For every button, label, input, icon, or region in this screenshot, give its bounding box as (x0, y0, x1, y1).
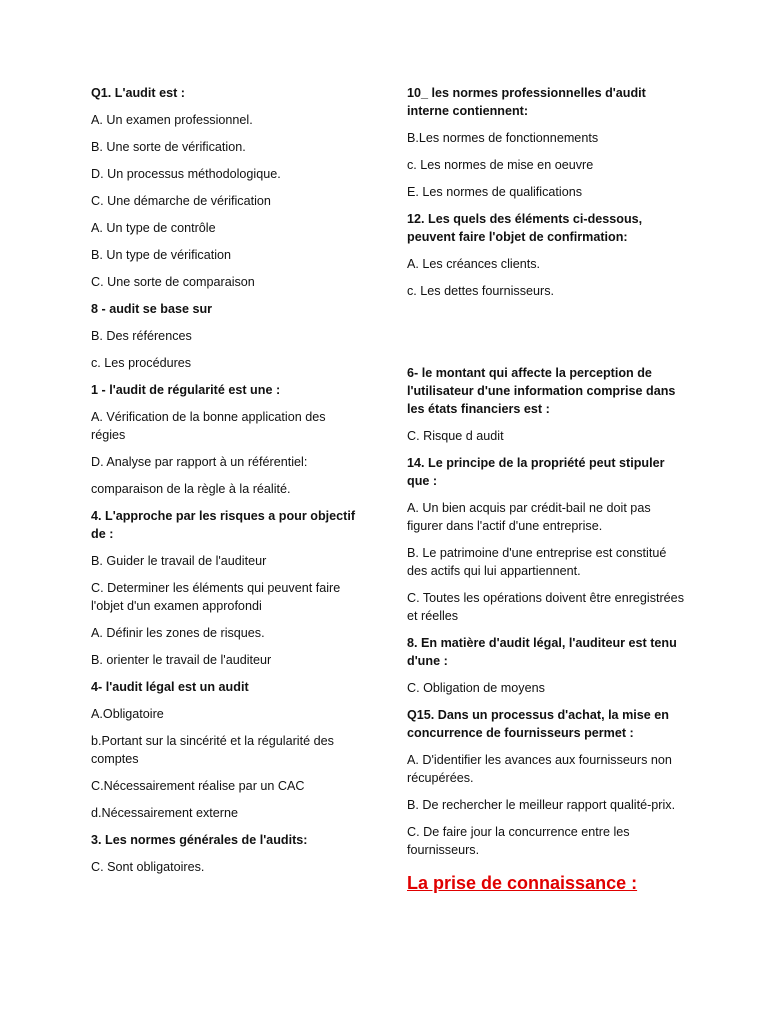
question-line: Q15. Dans un processus d'achat, la mise en concurrence de fournisseurs permet : (407, 708, 669, 740)
answer-line: B. Guider le travail de l'auditeur (91, 554, 267, 568)
question-line: 14. Le principe de la propriété peut stipuler que : (407, 456, 665, 488)
answer-line: C. Une démarche de vérification (91, 194, 271, 208)
answer-line: C.Nécessairement réalise par un CAC (91, 779, 305, 793)
question-line: 3. Les normes générales de l'audits: (91, 833, 308, 847)
answer-line: D. Un processus méthodologique. (91, 167, 281, 181)
right-column-top (407, 84, 687, 300)
answer-line: C. Determiner les éléments qui peuvent faire l'objet d'un examen approfondi (91, 581, 341, 613)
answer-line: B. De rechercher le meilleur rapport qualité-prix. (407, 798, 676, 812)
question-line: Q1. L'audit est : (91, 86, 185, 100)
answer-line: D. Analyse par rapport à un référentiel: (91, 455, 308, 469)
answer-line: A. Un bien acquis par crédit-bail ne doit pas figurer dans l'actif d'une entreprise. (407, 501, 651, 533)
answer-line: B. Le patrimoine d'une entreprise est constitué des actifs qui lui appartiennent. (407, 546, 667, 578)
blank-gap (407, 309, 687, 364)
section-title: La prise de connaissance : (407, 873, 638, 893)
question-line: 1 - l'audit de régularité est une : (91, 383, 281, 397)
answer-line: A. Un examen professionnel. (91, 113, 253, 127)
answer-line: C. Une sorte de comparaison (91, 275, 255, 289)
answer-line: B. orienter le travail de l'auditeur (91, 653, 272, 667)
answer-line: B. Des références (91, 329, 192, 343)
answer-line: A.Obligatoire (91, 707, 164, 721)
answer-line: C. Toutes les opérations doivent être enregistrées et réelles (407, 591, 684, 623)
question-line: 4. L'approche par les risques a pour objectif de : (91, 509, 356, 541)
answer-line: C. Sont obligatoires. (91, 860, 205, 874)
answer-line: B. Un type de vérification (91, 248, 232, 262)
answer-line: A. Vérification de la bonne application des régies (91, 410, 326, 442)
answer-line: B. Une sorte de vérification. (91, 140, 246, 154)
answer-line: C. Risque d audit (407, 429, 504, 443)
right-column (407, 84, 687, 895)
answer-line: d.Nécessairement externe (91, 806, 238, 820)
answer-line: c. Les normes de mise en oeuvre (407, 158, 594, 172)
question-line: 4- l'audit légal est un audit (91, 680, 249, 694)
answer-line: B.Les normes de fonctionnements (407, 131, 599, 145)
question-line: 10_ les normes professionnelles d'audit interne contiennent: (407, 86, 646, 118)
answer-line: c. Les dettes fournisseurs. (407, 284, 554, 298)
question-line: 8. En matière d'audit légal, l'auditeur est tenu d'une : (407, 636, 677, 668)
answer-line: A. Définir les zones de risques. (91, 626, 265, 640)
answer-line: comparaison de la règle à la réalité. (91, 482, 291, 496)
answer-line: C. Obligation de moyens (407, 681, 545, 695)
question-line: 8 - audit se base sur (91, 302, 213, 316)
answer-line: A. Les créances clients. (407, 257, 540, 271)
answer-line: b.Portant sur la sincérité et la régularité des comptes (91, 734, 334, 766)
left-column (91, 84, 359, 885)
answer-line: C. De faire jour la concurrence entre les fournisseurs. (407, 825, 630, 857)
question-line: 12. Les quels des éléments ci-dessous, peuvent faire l'objet de confirmation: (407, 212, 643, 244)
right-column-bottom (407, 364, 687, 859)
answer-line: A. Un type de contrôle (91, 221, 216, 235)
answer-line: E. Les normes de qualifications (407, 185, 583, 199)
answer-line: c. Les procédures (91, 356, 192, 370)
question-line: 6- le montant qui affecte la perception de l'utilisateur d'une information comprise dans les états financiers est : (407, 366, 676, 416)
answer-line: A. D'identifier les avances aux fournisseurs non récupérées. (407, 753, 672, 785)
